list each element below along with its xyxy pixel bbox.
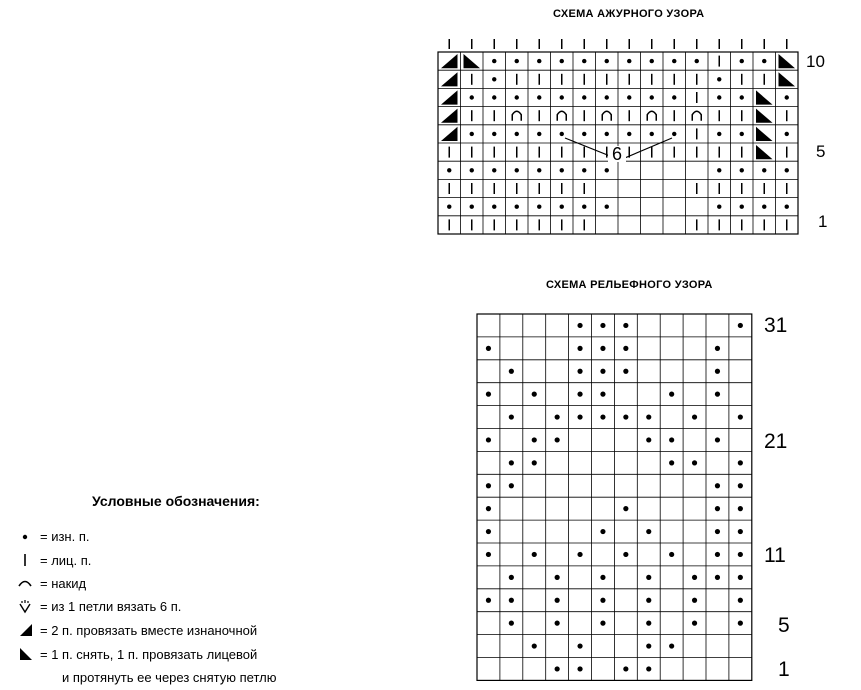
openwork-yarn-over	[557, 111, 566, 121]
openwork-row-label-1: 1	[818, 212, 828, 231]
openwork-yarn-over	[647, 111, 656, 121]
relief-purl-dot	[738, 598, 743, 603]
relief-purl-dot	[555, 414, 560, 419]
openwork-purl-dot	[650, 59, 654, 63]
openwork-purl-dot	[537, 168, 541, 172]
openwork-purl-dot	[492, 205, 496, 209]
openwork-purl-dot	[785, 205, 789, 209]
openwork-purl-dot	[470, 95, 474, 99]
relief-purl-dot	[669, 392, 674, 397]
openwork-k2tog	[441, 90, 458, 104]
openwork-k2tog	[441, 109, 458, 123]
relief-purl-dot	[646, 621, 651, 626]
relief-purl-dot	[646, 437, 651, 442]
relief-purl-dot	[738, 575, 743, 580]
relief-purl-dot	[486, 483, 491, 488]
relief-purl-dot	[600, 323, 605, 328]
openwork-purl-dot	[492, 132, 496, 136]
relief-purl-dot	[623, 346, 628, 351]
openwork-purl-dot	[605, 132, 609, 136]
openwork-purl-dot	[492, 168, 496, 172]
relief-purl-dot	[486, 437, 491, 442]
relief-purl-dot	[600, 529, 605, 534]
openwork-6-label: 6	[611, 144, 623, 164]
openwork-purl-dot	[492, 77, 496, 81]
relief-purl-dot	[715, 506, 720, 511]
relief-purl-dot	[669, 552, 674, 557]
relief-purl-dot	[600, 575, 605, 580]
relief-purl-dot	[486, 392, 491, 397]
legend-text-ssk-continuation: и протянуть ее через снятую петлю	[62, 670, 277, 685]
relief-purl-dot	[738, 552, 743, 557]
relief-purl-dot	[646, 666, 651, 671]
openwork-purl-dot	[605, 168, 609, 172]
relief-purl-dot	[577, 643, 582, 648]
relief-purl-dot	[646, 529, 651, 534]
openwork-purl-dot	[605, 95, 609, 99]
relief-purl-dot	[623, 323, 628, 328]
relief-purl-dot	[692, 414, 697, 419]
relief-purl-dot	[555, 598, 560, 603]
relief-row-label-11: 11	[764, 544, 786, 567]
openwork-ssk	[756, 127, 773, 141]
openwork-purl-dot	[740, 95, 744, 99]
openwork-yarn-over	[602, 111, 611, 121]
relief-purl-dot	[577, 392, 582, 397]
relief-purl-dot	[669, 643, 674, 648]
openwork-purl-dot	[717, 168, 721, 172]
relief-purl-dot	[509, 575, 514, 580]
legend-item-purl	[18, 528, 89, 544]
relief-purl-dot	[509, 414, 514, 419]
relief-purl-dot	[509, 369, 514, 374]
relief-purl-dot	[738, 414, 743, 419]
relief-purl-dot	[577, 552, 582, 557]
openwork-chart-title: СХЕМА АЖУРНОГО УЗОРА	[553, 8, 705, 20]
yarn-over-icon	[18, 575, 38, 591]
relief-purl-dot	[509, 598, 514, 603]
openwork-grid	[438, 52, 798, 234]
openwork-purl-dot	[537, 95, 541, 99]
openwork-purl-dot	[582, 168, 586, 172]
openwork-purl-dot	[470, 205, 474, 209]
openwork-purl-dot	[515, 132, 519, 136]
openwork-purl-dot	[492, 95, 496, 99]
relief-purl-dot	[623, 666, 628, 671]
relief-purl-dot	[738, 323, 743, 328]
legend-title: Условные обозначения:	[92, 493, 260, 509]
openwork-purl-dot	[470, 168, 474, 172]
openwork-purl-dot	[560, 59, 564, 63]
openwork-purl-dot	[785, 132, 789, 136]
relief-purl-dot	[600, 369, 605, 374]
ssk-icon	[18, 646, 38, 662]
openwork-purl-dot	[672, 132, 676, 136]
relief-purl-dot	[577, 323, 582, 328]
relief-purl-dot	[486, 506, 491, 511]
relief-row-label-21: 21	[764, 430, 788, 453]
openwork-k2tog	[441, 127, 458, 141]
openwork-purl-dot	[627, 132, 631, 136]
relief-purl-dot	[715, 529, 720, 534]
openwork-purl-dot	[762, 59, 766, 63]
relief-purl-dot	[692, 575, 697, 580]
legend-item-k2tog	[18, 622, 257, 638]
openwork-yarn-over	[692, 111, 701, 121]
openwork-purl-dot	[605, 59, 609, 63]
relief-purl-dot	[646, 414, 651, 419]
relief-purl-dot	[555, 621, 560, 626]
relief-purl-dot	[532, 437, 537, 442]
relief-purl-dot	[738, 460, 743, 465]
legend-text-ssk: = 1 п. снять, 1 п. провязать лицевой	[40, 646, 258, 662]
legend-item-increase	[18, 598, 181, 614]
purl-dot-icon	[18, 528, 38, 544]
openwork-purl-dot	[582, 59, 586, 63]
openwork-purl-dot	[740, 59, 744, 63]
relief-purl-dot	[600, 392, 605, 397]
knit-bar-icon	[18, 552, 38, 568]
relief-purl-dot	[646, 643, 651, 648]
legend-item-ssk	[18, 646, 257, 662]
relief-purl-dot	[532, 643, 537, 648]
openwork-ssk	[464, 54, 481, 68]
openwork-purl-dot	[785, 95, 789, 99]
relief-purl-dot	[555, 437, 560, 442]
openwork-purl-dot	[515, 95, 519, 99]
openwork-purl-dot	[537, 205, 541, 209]
relief-purl-dot	[600, 598, 605, 603]
openwork-purl-dot	[560, 205, 564, 209]
openwork-purl-dot	[537, 132, 541, 136]
relief-purl-dot	[738, 506, 743, 511]
openwork-purl-dot	[537, 59, 541, 63]
relief-purl-dot	[486, 529, 491, 534]
openwork-purl-dot	[560, 132, 564, 136]
relief-purl-dot	[577, 346, 582, 351]
openwork-purl-dot	[740, 168, 744, 172]
openwork-purl-dot	[515, 168, 519, 172]
legend-text-yarn-over: = накид	[40, 575, 87, 591]
relief-purl-dot	[646, 598, 651, 603]
relief-purl-dot	[715, 369, 720, 374]
relief-purl-dot	[715, 575, 720, 580]
openwork-purl-dot	[582, 132, 586, 136]
openwork-ssk	[756, 90, 773, 104]
openwork-purl-dot	[717, 205, 721, 209]
relief-purl-dot	[600, 346, 605, 351]
relief-purl-dot	[532, 392, 537, 397]
openwork-purl-dot	[672, 59, 676, 63]
relief-purl-dot	[509, 483, 514, 488]
legend-text-knit: = лиц. п.	[40, 552, 92, 568]
openwork-purl-dot	[650, 132, 654, 136]
relief-purl-dot	[600, 414, 605, 419]
relief-purl-dot	[715, 392, 720, 397]
openwork-purl-dot	[605, 205, 609, 209]
relief-purl-dot	[715, 346, 720, 351]
openwork-purl-dot	[672, 95, 676, 99]
relief-purl-dot	[692, 621, 697, 626]
relief-purl-dot	[555, 575, 560, 580]
relief-purl-dot	[692, 460, 697, 465]
relief-purl-dot	[577, 414, 582, 419]
relief-purl-dot	[509, 460, 514, 465]
openwork-purl-dot	[470, 132, 474, 136]
openwork-purl-dot	[560, 95, 564, 99]
relief-purl-dot	[577, 369, 582, 374]
openwork-purl-dot	[740, 205, 744, 209]
relief-purl-dot	[509, 621, 514, 626]
openwork-row-label-10: 10	[806, 52, 825, 71]
openwork-purl-dot	[560, 168, 564, 172]
openwork-purl-dot	[717, 95, 721, 99]
openwork-purl-dot	[717, 132, 721, 136]
legend-text-purl: = изн. п.	[40, 528, 90, 544]
openwork-purl-dot	[785, 168, 789, 172]
openwork-row-label-5: 5	[816, 142, 826, 161]
relief-purl-dot	[623, 414, 628, 419]
openwork-purl-dot	[695, 59, 699, 63]
openwork-purl-dot	[515, 59, 519, 63]
openwork-purl-dot	[447, 168, 451, 172]
openwork-purl-dot	[717, 77, 721, 81]
relief-chart-title: СХЕМА РЕЛЬЕФНОГО УЗОРА	[546, 279, 713, 291]
relief-purl-dot	[646, 575, 651, 580]
relief-grid	[477, 314, 752, 680]
openwork-purl-dot	[650, 95, 654, 99]
legend-item-knit	[18, 552, 91, 568]
openwork-purl-dot	[515, 205, 519, 209]
relief-purl-dot	[669, 437, 674, 442]
relief-chart	[476, 312, 756, 684]
relief-purl-dot	[623, 506, 628, 511]
openwork-ssk	[779, 54, 796, 68]
relief-purl-dot	[715, 552, 720, 557]
relief-row-label-31: 31	[764, 314, 788, 337]
openwork-ssk	[756, 145, 773, 159]
openwork-purl-dot	[582, 205, 586, 209]
relief-purl-dot	[738, 529, 743, 534]
relief-purl-dot	[738, 483, 743, 488]
legend-text-increase: = из 1 петли вязать 6 п.	[40, 598, 182, 614]
relief-purl-dot	[600, 621, 605, 626]
relief-purl-dot	[715, 483, 720, 488]
openwork-chart	[420, 26, 820, 241]
openwork-purl-dot	[762, 205, 766, 209]
openwork-ssk	[756, 109, 773, 123]
relief-row-label-5: 5	[778, 614, 790, 637]
k2tog-purl-icon	[18, 622, 38, 638]
openwork-ssk	[779, 72, 796, 86]
openwork-purl-dot	[447, 205, 451, 209]
openwork-purl-dot	[740, 132, 744, 136]
relief-purl-dot	[486, 598, 491, 603]
legend-item-yarn-over	[18, 575, 86, 591]
increase-6-icon	[18, 598, 38, 614]
relief-purl-dot	[715, 437, 720, 442]
openwork-top-marks	[449, 39, 787, 49]
relief-purl-dot	[555, 666, 560, 671]
relief-purl-dot	[623, 369, 628, 374]
relief-purl-dot	[486, 346, 491, 351]
openwork-purl-dot	[582, 95, 586, 99]
relief-row-label-1: 1	[778, 658, 790, 681]
openwork-k2tog	[441, 72, 458, 86]
relief-purl-dot	[669, 460, 674, 465]
relief-purl-dot	[577, 666, 582, 671]
relief-purl-dot	[623, 552, 628, 557]
relief-purl-dot	[692, 598, 697, 603]
openwork-purl-dot	[627, 59, 631, 63]
openwork-purl-dot	[627, 95, 631, 99]
relief-purl-dot	[738, 621, 743, 626]
relief-purl-dot	[532, 460, 537, 465]
openwork-purl-dot	[492, 59, 496, 63]
legend-text-k2tog: = 2 п. провязать вместе изнаночной	[40, 622, 258, 638]
openwork-purl-dot	[762, 168, 766, 172]
relief-purl-dot	[532, 552, 537, 557]
relief-purl-dot	[486, 552, 491, 557]
openwork-yarn-over	[512, 111, 521, 121]
openwork-k2tog	[441, 54, 458, 68]
